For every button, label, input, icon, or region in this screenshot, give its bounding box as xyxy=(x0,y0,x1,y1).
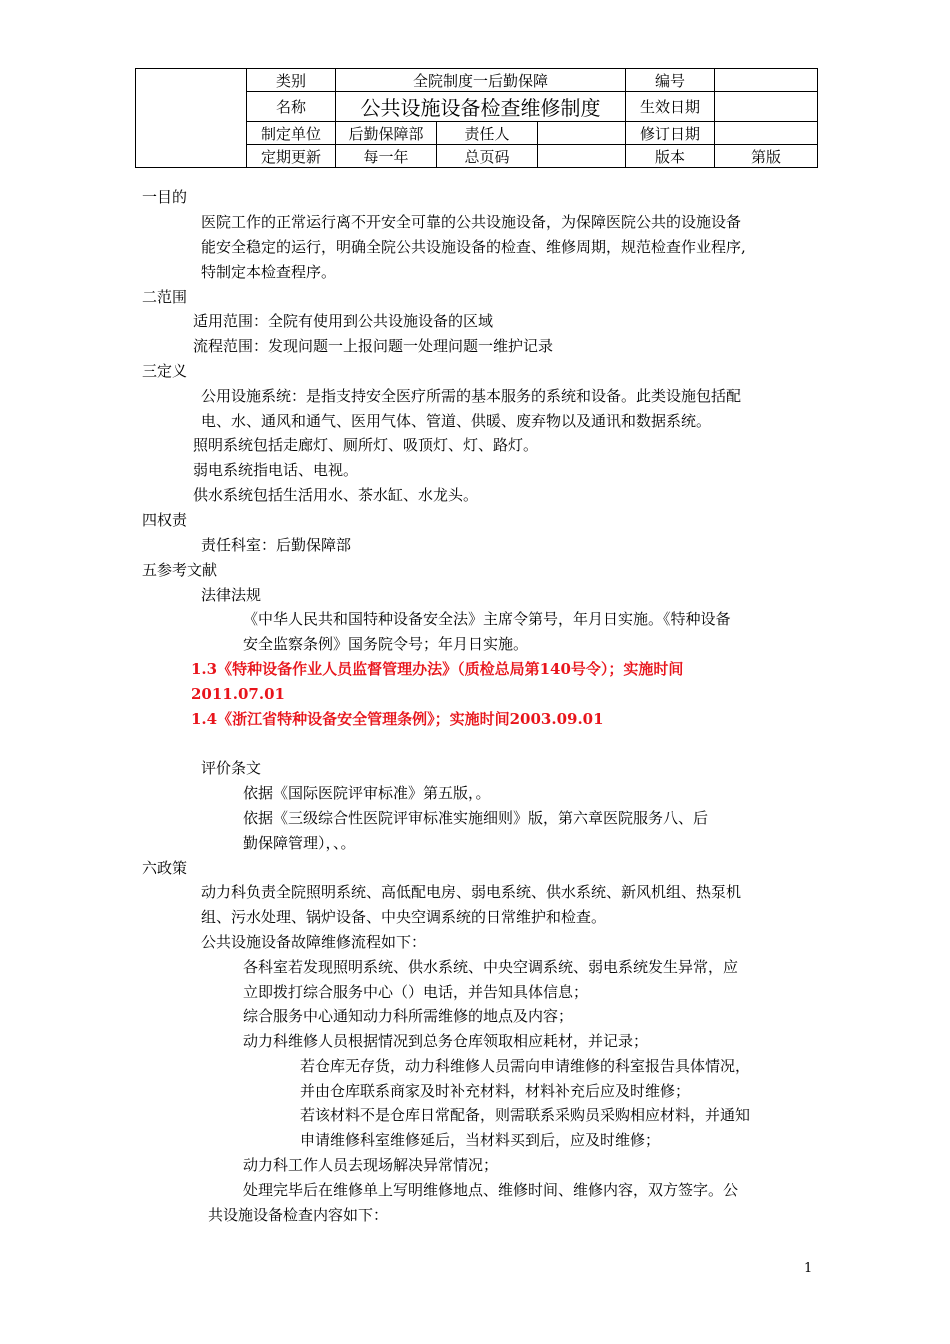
section-heading: 五参考文献 xyxy=(142,561,218,579)
paragraph-line: 安全监察条例》国务院令号；年月日实施。 xyxy=(243,635,529,653)
paragraph-line: 申请维修科室维修延后，当材料买到后，应及时维修； xyxy=(300,1131,661,1149)
page-number: 1 xyxy=(804,1261,813,1276)
paragraph-line: 动力科负责全院照明系统、高低配电房、弱电系统、供水系统、新风机组、热泵机 xyxy=(201,883,742,901)
header-value-name: 公共设施设备检查维修制度 xyxy=(336,92,626,122)
highlighted-line: 1.4《浙江省特种设备安全管理条例》；实施时间2003.09.01 xyxy=(191,710,604,728)
header-table xyxy=(135,68,818,168)
paragraph-line: 供水系统包括生活用水、茶水缸、水龙头。 xyxy=(193,486,479,504)
header-label-version: 版本 xyxy=(626,145,715,168)
paragraph-line: 照明系统包括走廊灯、厕所灯、吸顶灯、灯、路灯。 xyxy=(193,436,539,454)
header-label-number: 编号 xyxy=(626,69,715,92)
section-heading: 一目的 xyxy=(142,188,188,206)
paragraph-line: 特制定本检查程序。 xyxy=(201,263,337,281)
header-value-number xyxy=(715,69,818,92)
paragraph-line: 公共设施设备故障维修流程如下： xyxy=(201,933,427,951)
header-value-unit: 后勤保障部 xyxy=(336,122,437,145)
paragraph-line: 若该材料不是仓库日常配备，则需联系采购员采购相应材料，并通知 xyxy=(300,1106,751,1124)
paragraph-line: 电、水、通风和通气、医用气体、管道、供暖、废弃物以及通讯和数据系统。 xyxy=(201,412,712,430)
paragraph-line: 责任科室：后勤保障部 xyxy=(201,536,352,554)
paragraph-line: 若仓库无存货，动力科维修人员需向申请维修的科室报告具体情况， xyxy=(300,1057,751,1075)
paragraph-line: 组、污水处理、锅炉设备、中央空调系统的日常维护和检查。 xyxy=(201,908,607,926)
header-label-unit: 制定单位 xyxy=(247,122,336,145)
paragraph-line: 处理完毕后在维修单上写明维修地点、维修时间、维修内容，双方签字。公 xyxy=(243,1181,739,1199)
paragraph-line: 弱电系统指电话、电视。 xyxy=(193,461,359,479)
paragraph-line: 动力科工作人员去现场解决异常情况； xyxy=(243,1156,499,1174)
header-value-revision-date xyxy=(715,122,818,145)
header-label-update: 定期更新 xyxy=(247,145,336,168)
header-label-name: 名称 xyxy=(247,92,336,122)
header-value-version: 第版 xyxy=(715,145,818,168)
header-value-update: 每一年 xyxy=(336,145,437,168)
section-heading: 三定义 xyxy=(142,362,188,380)
paragraph-line: 综合服务中心通知动力科所需维修的地点及内容； xyxy=(243,1007,574,1025)
header-blank-cell xyxy=(136,69,247,168)
header-value-total-pages xyxy=(538,145,626,168)
header-label-revision-date: 修订日期 xyxy=(626,122,715,145)
paragraph-line: 勤保障管理），、。 xyxy=(243,834,356,852)
paragraph-line: 依据《国际医院评审标准》第五版，。 xyxy=(243,784,491,802)
header-row xyxy=(136,69,818,92)
paragraph-line: 医院工作的正常运行离不开安全可靠的公共设施设备，为保障医院公共的设施设备 xyxy=(201,213,742,231)
paragraph-line: 适用范围：全院有使用到公共设施设备的区域 xyxy=(193,312,494,330)
section-heading: 六政策 xyxy=(142,859,188,877)
paragraph-line: 各科室若发现照明系统、供水系统、中央空调系统、弱电系统发生异常，应 xyxy=(243,958,739,976)
highlighted-line: 2011.07.01 xyxy=(191,685,285,703)
paragraph-line: 评价条文 xyxy=(201,759,262,777)
section-heading: 四权责 xyxy=(142,511,188,529)
header-value-effective-date xyxy=(715,92,818,122)
paragraph-line: 《中华人民共和国特种设备安全法》主席令第号，年月日实施。《特种设备 xyxy=(243,610,731,628)
header-label-effective-date: 生效日期 xyxy=(626,92,715,122)
header-label-total-pages: 总页码 xyxy=(437,145,538,168)
header-label-owner: 责任人 xyxy=(437,122,538,145)
highlighted-line: 1.3《特种设备作业人员监督管理办法》（质检总局第140号令）；实施时间 xyxy=(191,660,684,678)
paragraph-line: 法律法规 xyxy=(201,586,262,604)
paragraph-line: 共设施设备检查内容如下： xyxy=(208,1206,389,1224)
paragraph-line: 公用设施系统：是指支持安全医疗所需的基本服务的系统和设备。此类设施包括配 xyxy=(201,387,742,405)
paragraph-line: 动力科维修人员根据情况到总务仓库领取相应耗材，并记录； xyxy=(243,1032,649,1050)
section-heading: 二范围 xyxy=(142,288,188,306)
paragraph-line: 依据《三级综合性医院评审标准实施细则》版，第六章医院服务八、后 xyxy=(243,809,709,827)
paragraph-line: 流程范围：发现问题一上报问题一处理问题一维护记录 xyxy=(193,337,554,355)
paragraph-line: 能安全稳定的运行，明确全院公共设施设备的检查、维修周期，规范检查作业程序, xyxy=(201,238,746,256)
header-value-category: 全院制度一后勤保障 xyxy=(336,69,626,92)
paragraph-line: 立即拨打综合服务中心（）电话，并告知具体信息； xyxy=(243,983,589,1001)
header-value-owner xyxy=(538,122,626,145)
paragraph-line: 并由仓库联系商家及时补充材料，材料补充后应及时维修； xyxy=(300,1082,691,1100)
header-label-category: 类别 xyxy=(247,69,336,92)
